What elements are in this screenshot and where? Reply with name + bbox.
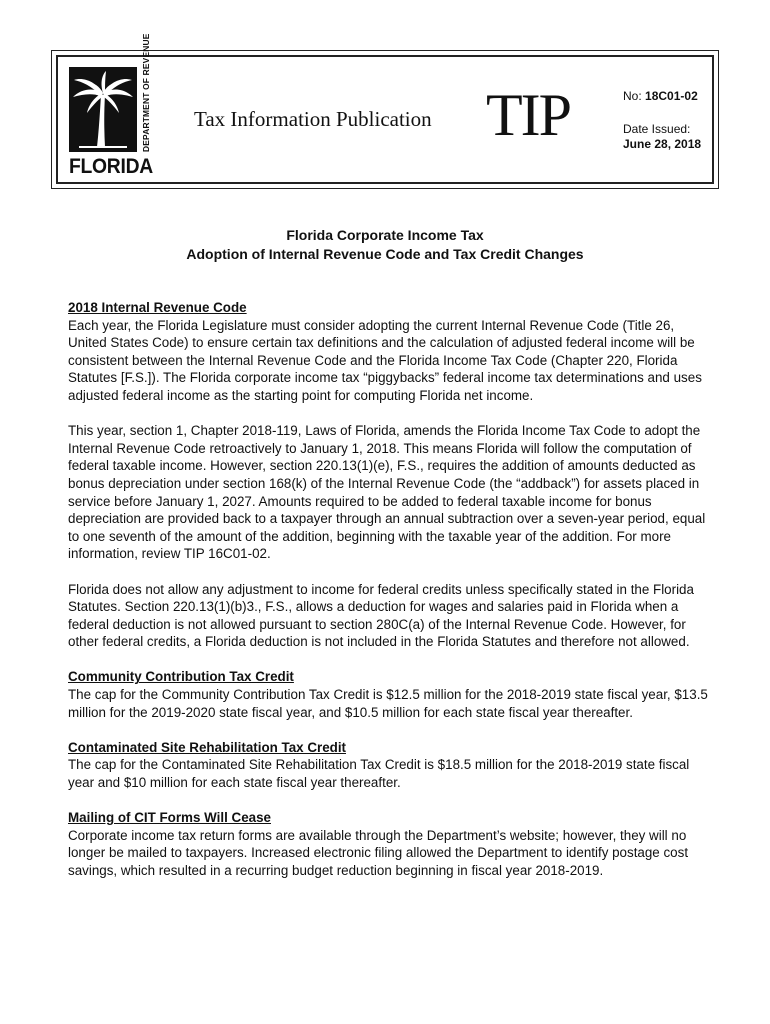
publication-number bbox=[623, 89, 701, 104]
section-heading: Contaminated Site Rehabilitation Tax Credit bbox=[68, 739, 347, 755]
header-box bbox=[51, 33, 719, 189]
date-value: June 28, 2018 bbox=[623, 137, 702, 151]
document-title bbox=[0, 226, 770, 264]
section-heading: 2018 Internal Revenue Code bbox=[68, 300, 247, 315]
section-community-contribution-credit bbox=[68, 668, 708, 721]
number-value: 18C01-02 bbox=[645, 89, 698, 103]
header-inner-border bbox=[56, 33, 714, 184]
paragraph: Each year, the Florida Legislature must consider adopting the current Internal Revenue Code (Title 26, United States Code) to ensure certain tax definitions and the calculation of adjusted federal income will be consistent between the Internal Revenue Code and the Florida Income Tax Code (Chapter 220, Florida Statutes [F.S.]). The Florida corporate income tax “piggybacks” federal income tax determinations and uses adjusted federal income as the starting point for computing Florida net income. bbox=[68, 317, 702, 403]
paragraph: This year, section 1, Chapter 2018-119, Laws of Florida, amends the Florida Income Tax Code to adopt the Internal Revenue Code retroactively to January 1, 2018. This means Florida will follow the computation of federal taxable income. However, section 220.13(1)(e), F.S., requires the addition of amounts deducted as bonus depreciation under section 168(k) of the Internal Revenue Code (the “addback”) for assets placed in service before January 1, 2027. Amounts required to be added to federal taxable income for bonus depreciation are provided back to a taxpayer through an annual subtraction over a seven-year period, equal to one seventh of the amount of the addition, beginning with the taxable year of the addition. For more information, review TIP 16C01-02. bbox=[68, 423, 706, 562]
palm-tree-icon bbox=[69, 67, 137, 152]
document-body bbox=[68, 299, 708, 897]
florida-dor-logo bbox=[69, 33, 161, 179]
paragraph: The cap for the Contaminated Site Rehabilitation Tax Credit is $18.5 million for the 2018-2019 state fiscal year and $10 million for each state fiscal year thereafter. bbox=[68, 757, 690, 791]
publication-meta bbox=[623, 89, 701, 152]
tip-wordmark: TIP bbox=[486, 82, 570, 148]
section-heading: Community Contribution Tax Credit bbox=[68, 669, 294, 685]
logo-wordmark: FLORIDA bbox=[69, 155, 153, 178]
publication-title: Tax Information Publication bbox=[194, 107, 432, 131]
section-contaminated-site-credit bbox=[68, 739, 708, 792]
number-label: No: bbox=[623, 89, 642, 103]
paragraph: Corporate income tax return forms are available through the Department’s website; however, they will no longer be mailed to taxpayers. Increased electronic filing allowed the Department to identify postage cost savings, which resulted in a recurring budget reduction beginning in fiscal year 2018-2019. bbox=[68, 827, 689, 878]
title-line-1: Florida Corporate Income Tax bbox=[286, 227, 484, 243]
date-label: Date Issued: bbox=[623, 122, 691, 136]
section-mailing-cit-forms bbox=[68, 809, 708, 879]
paragraph: The cap for the Community Contribution Tax Credit is $12.5 million for the 2018-2019 state fiscal year, $13.5 million for the 2019-2020 state fiscal year, and $10.5 million for each state fiscal year thereafter. bbox=[68, 687, 708, 720]
palm-tree-graphic bbox=[69, 67, 137, 152]
paragraph: Florida does not allow any adjustment to income for federal credits unless specifically stated in the Florida Statutes. Section 220.13(1)(b)3., F.S., allows a deduction for wages and salaries paid in Florida when a federal deduction is not allowed pursuant to section 280C(a) of the Internal Revenue Code. However, for other federal credits, a Florida deduction is not included in the Florida Statutes and therefore not allowed. bbox=[68, 581, 694, 650]
logo-side-text: DEPARTMENT OF REVENUE bbox=[141, 33, 151, 152]
title-line-2: Adoption of Internal Revenue Code and Tax Credit Changes bbox=[186, 246, 584, 262]
section-2018-irc bbox=[68, 299, 708, 651]
section-heading: Mailing of CIT Forms Will Cease bbox=[68, 810, 271, 826]
